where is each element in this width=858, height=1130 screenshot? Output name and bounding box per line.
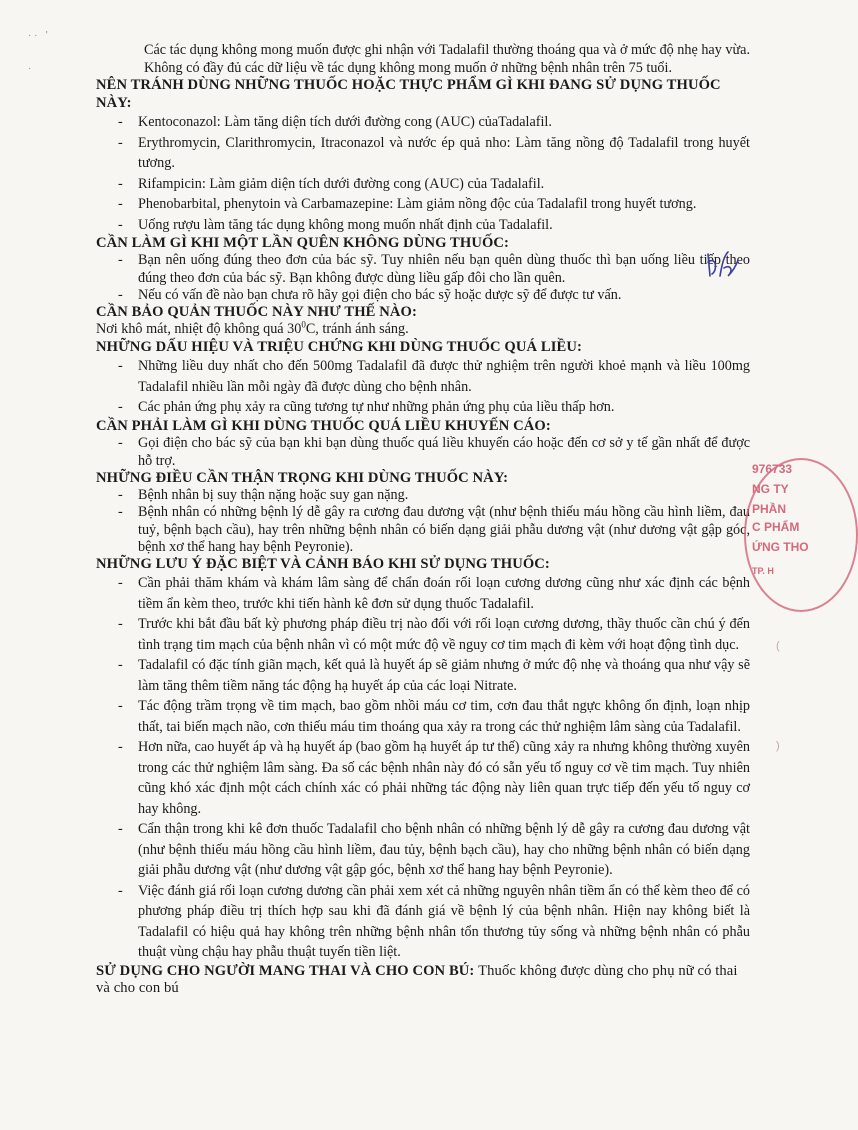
- list-item: - Gọi điện cho bác sỹ của bạn khi bạn dùng thuốc quá liều khuyến cáo hoặc đến cơ sở y tế gần nhất để được hỗ trợ.: [96, 435, 750, 469]
- warnings-list: [96, 573, 750, 963]
- list-item: - Bạn nên uống đúng theo đơn của bác sỹ. Tuy nhiên nếu bạn quên dùng thuốc thì bạn uống liều tiếp theo đúng theo đơn của bác sỹ. Bạn không được dùng liều gấp đôi cho lần quên.: [96, 252, 750, 286]
- storage-text: [96, 321, 750, 339]
- stamp-line: C PHẨM: [752, 520, 800, 534]
- list-item: - Kentoconazol: Làm tăng diện tích dưới đường cong (AUC) củaTadalafil.: [96, 112, 750, 133]
- stamp-line: 976733: [752, 462, 793, 476]
- forgot-list: [96, 252, 750, 304]
- list-item: - Những liều duy nhất cho đến 500mg Tadalafil đã được thử nghiệm trên người khoẻ mạnh và liều 100mg Tadalafil nhiều lần mỗi ngày đã được dùng cho bệnh nhân.: [96, 356, 750, 397]
- avoid-list: [96, 112, 750, 235]
- list-item: - Trước khi bắt đầu bất kỳ phương pháp điều trị nào đối với rối loạn cương dương, thầy thuốc cần chú ý đến tình trạng tim mạch của bệnh nhân vì có một mức độ về nguy cơ tim mạch đi kèm với hoạt động tình dục.: [96, 614, 750, 655]
- pregnancy-text: Thuốc không được dùng cho phụ nữ có thai và cho con bú: [96, 962, 738, 997]
- stamp-line: PHẦN: [752, 502, 787, 516]
- intro-paragraph-1: Các tác dụng không mong muốn được ghi nhận với Tadalafil thường thoáng qua và ở mức độ nhẹ hay vừa.: [144, 42, 751, 58]
- margin-scan-marks: · · ' ·: [28, 30, 48, 74]
- list-item: - Cần phải thăm khám và khám lâm sàng để chẩn đoán rối loạn cương dương cũng như xác định các bệnh tiềm ẩn kèm theo, trước khi tiến hành kê đơn sử dụng thuốc Tadalafil.: [96, 573, 750, 614]
- storage-text-before: Nơi khô mát, nhiệt độ không quá 30: [96, 321, 302, 338]
- list-item: - Nếu có vấn đề nào bạn chưa rõ hãy gọi điện cho bác sỹ hoặc dược sỹ để được tư vấn.: [96, 287, 750, 304]
- list-item: - Bệnh nhân có những bệnh lý dễ gây ra cương đau dương vật (như bệnh thiếu máu hồng cầu hình liềm, đau tuỷ, bệnh bạch cầu), hay trên những bệnh nhân có biến dạng giải phẫu dương vật (như dương vật gập góc, bệnh xơ thể hang hay bệnh Peyronie).: [96, 504, 750, 556]
- heading-pregnancy: SỬ DỤNG CHO NGƯỜI MANG THAI VÀ CHO CON BÚ:: [96, 962, 475, 979]
- heading-forgot: CẦN LÀM GÌ KHI MỘT LẦN QUÊN KHÔNG DÙNG THUỐC:: [96, 235, 510, 251]
- heading-overdose-signs: NHỮNG DẤU HIỆU VÀ TRIỆU CHỨNG KHI DÙNG THUỐC QUÁ LIỀU:: [96, 339, 582, 356]
- heading-avoid: NÊN TRÁNH DÙNG NHỮNG THUỐC HOẶC THỰC PHẨM GÌ KHI ĐANG SỬ DỤNG THUỐC NÀY:: [96, 77, 721, 111]
- list-item: - Cẩn thận trong khi kê đơn thuốc Tadalafil cho bệnh nhân có những bệnh lý dễ gây ra cương đau dương vật (như bệnh thiếu máu hồng cầu hình liềm, đau tủy, bệnh bạch cầu), hay cho những bệnh nhân có biến dạng giải phẫu dương vật (như dương vật gập góc, bệnh xơ thể hang hay bệnh Peyronie).: [96, 819, 750, 881]
- list-item: - Bệnh nhân bị suy thận nặng hoặc suy gan nặng.: [96, 487, 750, 504]
- stamp-line: NG TY: [752, 482, 789, 496]
- overdose-action-list: [96, 435, 750, 469]
- edge-scan-mark: ): [776, 740, 780, 752]
- signature-mark: [702, 246, 742, 286]
- heading-storage: CẦN BẢO QUẢN THUỐC NÀY NHƯ THẾ NÀO:: [96, 304, 417, 321]
- edge-scan-mark: (: [776, 640, 780, 652]
- degree-superscript: 0: [301, 319, 306, 330]
- list-item: - Việc đánh giá rối loạn cương dương cần phải xem xét cả những nguyên nhân tiềm ẩn có thể kèm theo để có phương pháp điều trị thích hợp sau khi đã đánh giá về bệnh lý của bệnh nhân. Hiện nay không biết là Tadalafil có hiệu quả hay không trên những bệnh nhân tổn thương tủy sống và những bệnh nhân có phẫu thuật vùng chậu hay phẫu thuật tuyến tiền liệt.: [96, 881, 750, 963]
- storage-text-after: C, tránh ánh sáng.: [305, 321, 409, 338]
- list-item: - Phenobarbital, phenytoin và Carbamazepine: Làm giảm nồng độc của Tadalafil trong huyết tương.: [96, 194, 750, 215]
- company-stamp: [744, 458, 824, 608]
- list-item: - Tadalafil có đặc tính giãn mạch, kết quả là huyết áp sẽ giảm nhưng ở mức độ nhẹ và thoáng qua như vậy sẽ làm tăng thêm tiềm năng tác động hạ huyết áp của các loại Nitrate.: [96, 655, 750, 696]
- stamp-line: ỨNG THO: [752, 540, 809, 554]
- overdose-signs-list: [96, 356, 750, 418]
- stamp-line: TP. H: [752, 566, 774, 576]
- heading-caution: NHỮNG ĐIỀU CẦN THẬN TRỌNG KHI DÙNG THUỐC NÀY:: [96, 469, 509, 486]
- caution-list: [96, 487, 750, 556]
- list-item: - Các phản ứng phụ xảy ra cũng tương tự như những phản ứng phụ của liều thấp hơn.: [96, 397, 750, 418]
- list-item: - Erythromycin, Clarithromycin, Itraconazol và nước ép quả nho: Làm tăng nồng độ Tadalafil trong huyết tương.: [96, 133, 750, 174]
- heading-overdose-action: CẦN PHẢI LÀM GÌ KHI DÙNG THUỐC QUÁ LIỀU KHUYẾN CÁO:: [96, 417, 551, 434]
- list-item: - Rifampicin: Làm giảm diện tích dưới đường cong (AUC) của Tadalafil.: [96, 174, 750, 195]
- intro-paragraph-2: Không có đầy đủ các dữ liệu về tác dụng không mong muốn ở những bệnh nhân trên 75 tuổi.: [144, 59, 673, 76]
- pregnancy-section: [96, 963, 750, 998]
- list-item: - Tác động trầm trọng về tim mạch, bao gồm nhồi máu cơ tim, cơn đau thắt ngực không ổn định, loạn nhịp thất, tai biến mạch não, cơn thiếu máu tim thoáng qua xảy ra trong các thử nghiệm lâm sàng của Tadalafil.: [96, 696, 750, 737]
- heading-warnings: NHỮNG LƯU Ý ĐẶC BIỆT VÀ CẢNH BÁO KHI SỬ DỤNG THUỐC:: [96, 555, 550, 572]
- list-item: - Uống rượu làm tăng tác dụng không mong muốn nhất định của Tadalafil.: [96, 215, 750, 236]
- list-item: - Hơn nữa, cao huyết áp và hạ huyết áp (bao gồm hạ huyết áp tư thế) cũng xảy ra nhưng không thường xuyên trong các thử nghiệm lâm sàng. Đa số các bệnh nhân này đó có sẵn yếu tố nguy cơ về tim mạch. Tuy nhiên cũng khó xác định một cách chính xác có phải những tác động này liên quan trực tiếp đến yếu tố nguy cơ hay không.: [96, 737, 750, 819]
